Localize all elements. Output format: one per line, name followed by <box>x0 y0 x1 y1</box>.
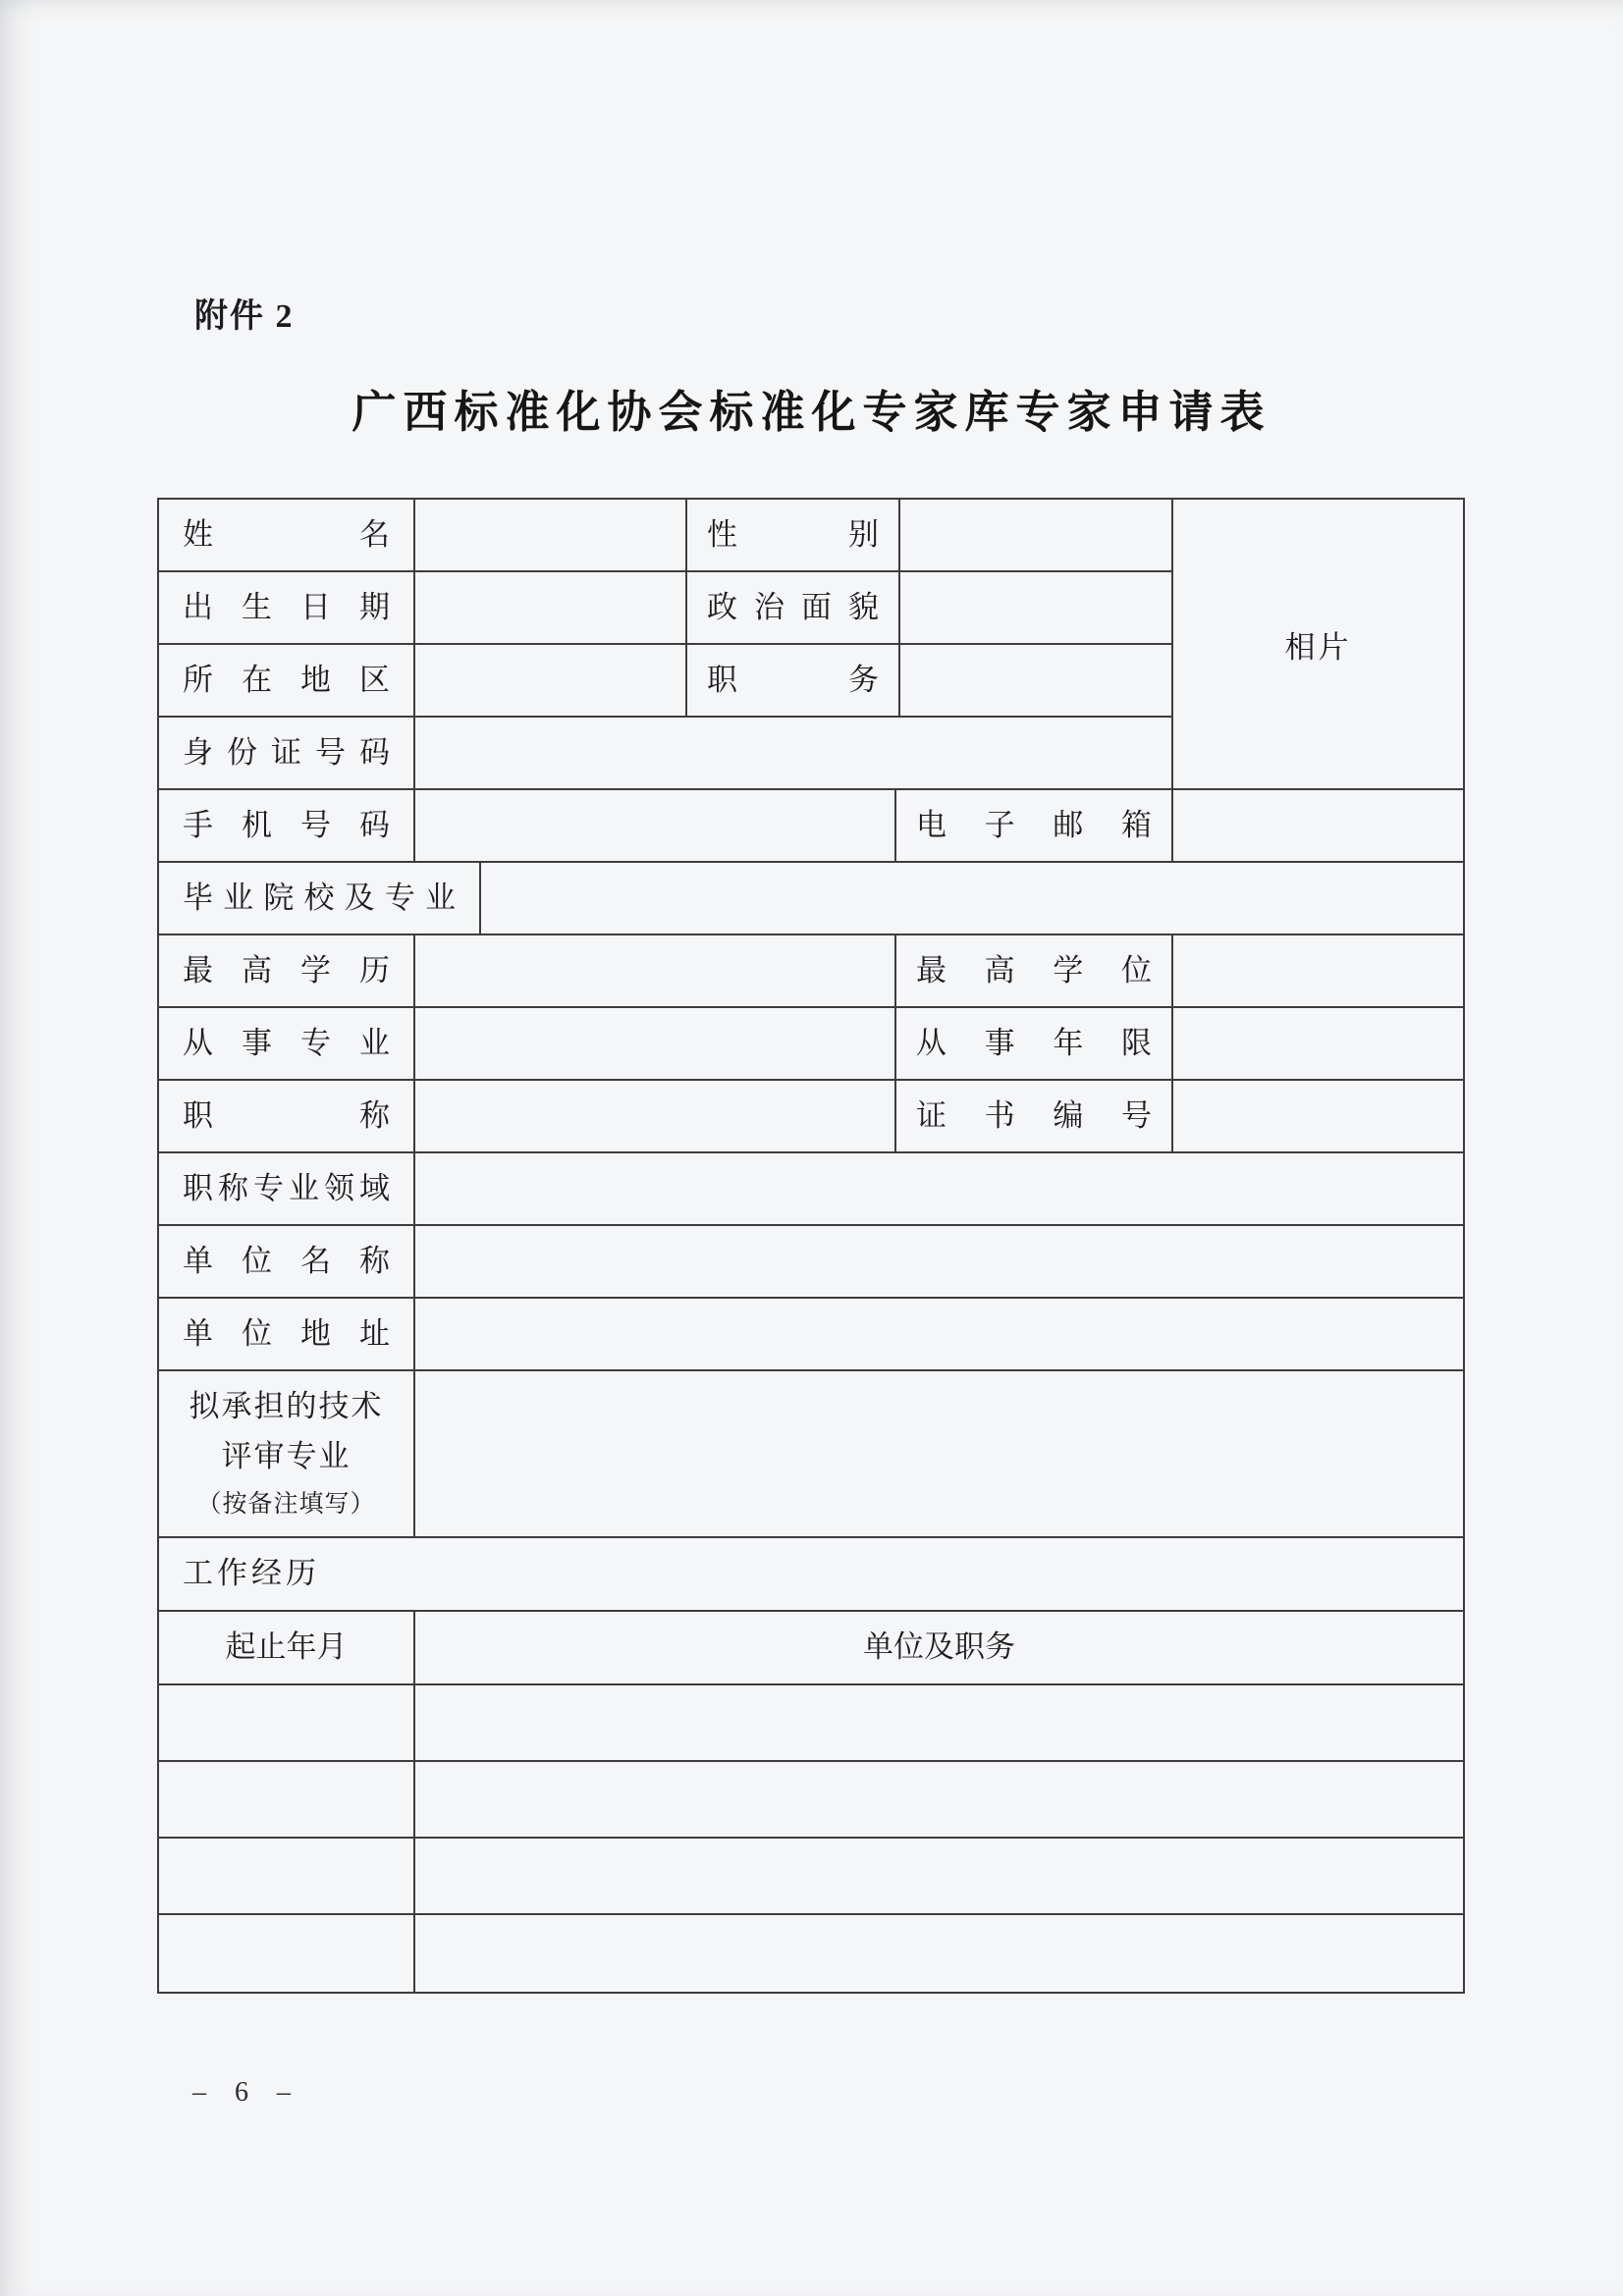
date-range-input-cell <box>159 1915 415 1992</box>
gender-label: 性 别 <box>687 500 900 572</box>
photo-cell: 相片 <box>1173 500 1463 790</box>
political-status-label: 政治面貌 <box>687 572 900 645</box>
form-title: 广西标准化协会标准化专家库专家申请表 <box>352 387 1271 437</box>
profession-input-cell <box>415 1008 896 1081</box>
row-title-field <box>159 1153 1463 1226</box>
certificate-number-input-cell <box>1173 1081 1463 1153</box>
mobile-number-input-cell <box>415 790 896 863</box>
org-and-position-input-cell <box>415 1839 1463 1915</box>
page-number: – 6 – <box>192 2077 301 2108</box>
row-work-history-header <box>159 1612 1463 1685</box>
row-profession-years <box>159 1008 1463 1081</box>
highest-degree-input-cell <box>1173 935 1463 1008</box>
highest-degree-label: 最高学位 <box>896 935 1173 1008</box>
row-school-major <box>159 863 1463 935</box>
birth-date-label: 出生日期 <box>159 572 415 645</box>
row-org-name <box>159 1226 1463 1299</box>
gender-input-cell <box>900 500 1173 572</box>
highest-education-input-cell <box>415 935 896 1008</box>
row-org-address <box>159 1299 1463 1371</box>
attachment-label: 附件 2 <box>194 298 295 335</box>
review-specialty-note: （按备注填写） <box>196 1491 376 1518</box>
certificate-number-label: 证书编号 <box>896 1081 1173 1153</box>
row-education-degree <box>159 935 1463 1008</box>
work-history-row <box>159 1685 1463 1762</box>
school-major-label: 毕业院校及专业 <box>159 863 481 935</box>
title-field-label: 职称专业领域 <box>159 1153 415 1226</box>
row-review-specialty <box>159 1371 1463 1538</box>
position-input-cell <box>900 645 1173 718</box>
work-experience-label: 工作经历 <box>159 1538 1463 1612</box>
date-range-input-cell <box>159 1685 415 1762</box>
org-and-position-input-cell <box>415 1915 1463 1992</box>
birth-date-input-cell <box>415 572 687 645</box>
political-status-input-cell <box>900 572 1173 645</box>
position-label: 职 务 <box>687 645 900 718</box>
profession-label: 从事专业 <box>159 1008 415 1081</box>
row-work-experience <box>159 1538 1463 1612</box>
email-label: 电子邮箱 <box>896 790 1173 863</box>
highest-education-label: 最高学历 <box>159 935 415 1008</box>
date-range-input-cell <box>159 1839 415 1915</box>
org-address-input-cell <box>415 1299 1463 1371</box>
email-input-cell <box>1173 790 1463 863</box>
work-history-row <box>159 1839 1463 1915</box>
school-major-input-cell <box>481 863 1463 935</box>
name-label: 姓 名 <box>159 500 415 572</box>
date-range-header: 起止年月 <box>159 1612 415 1685</box>
title-field-input-cell <box>415 1153 1463 1226</box>
work-history-row <box>159 1762 1463 1839</box>
professional-title-input-cell <box>415 1081 896 1153</box>
id-number-label: 身份证号码 <box>159 718 415 790</box>
row-mobile-email <box>159 790 1463 863</box>
review-specialty-label <box>159 1371 415 1538</box>
region-input-cell <box>415 645 687 718</box>
years-of-experience-label: 从事年限 <box>896 1008 1173 1081</box>
years-of-experience-input-cell <box>1173 1008 1463 1081</box>
form-table-body <box>159 500 1463 1992</box>
application-form-table <box>157 498 1465 1994</box>
org-name-input-cell <box>415 1226 1463 1299</box>
date-range-input-cell <box>159 1762 415 1839</box>
review-specialty-line2: 评审专业 <box>221 1439 352 1473</box>
org-and-position-header: 单位及职务 <box>415 1612 1463 1685</box>
work-history-row <box>159 1915 1463 1992</box>
id-number-input-cell <box>415 718 1173 790</box>
review-specialty-line1: 拟承担的技术 <box>189 1389 384 1423</box>
professional-title-label: 职 称 <box>159 1081 415 1153</box>
review-specialty-input-cell <box>415 1371 1463 1538</box>
mobile-number-label: 手机号码 <box>159 790 415 863</box>
org-name-label: 单位名称 <box>159 1226 415 1299</box>
region-label: 所在地区 <box>159 645 415 718</box>
name-input-cell <box>415 500 687 572</box>
row-title-certificate <box>159 1081 1463 1153</box>
org-and-position-input-cell <box>415 1685 1463 1762</box>
org-address-label: 单位地址 <box>159 1299 415 1371</box>
org-and-position-input-cell <box>415 1762 1463 1839</box>
